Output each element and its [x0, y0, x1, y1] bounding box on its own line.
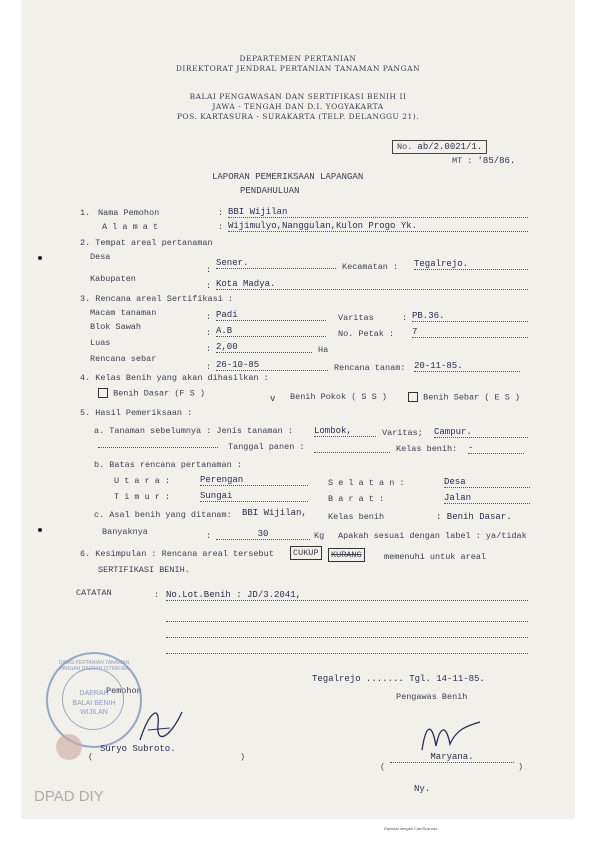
- s2-kecamatan-value: Tegalrejo.: [414, 259, 528, 270]
- s5-panen-label: Tanggal panen :: [228, 442, 305, 452]
- header-directorate: DIREKTORAT JENDRAL PERTANIAN TANAMAN PANGAN: [175, 64, 421, 73]
- catatan-line-2: [166, 620, 528, 622]
- benih-dasar-label: Benih Dasar (F S ): [113, 388, 205, 399]
- s5-sesuai-label: Apakah sesuai dengan label : ya/tidak: [338, 531, 527, 541]
- punch-hole-top: [38, 256, 42, 260]
- s3-blok-label: Blok Sawah: [90, 322, 142, 332]
- report-title: LAPORAN PEMERIKSAAN LAPANGAN: [212, 172, 364, 182]
- s2-kabupaten-label: Kabupaten: [90, 274, 136, 284]
- footer-scanner: Dipindai dengan CamScanner: [384, 826, 438, 831]
- s5-kelas-value: -: [468, 443, 524, 454]
- pengawas-label: Pengawas Benih: [396, 692, 468, 702]
- s5-a-varitas-value: Campur.: [434, 427, 528, 438]
- s3-macam-label: Macam tanaman: [90, 308, 157, 318]
- s3-petak-value: 7: [412, 327, 528, 338]
- s4-option-benih-sebar: [408, 392, 520, 402]
- s5-c-kelas-label: Kelas benih: [328, 512, 385, 522]
- watermark: DPAD DIY: [34, 788, 104, 805]
- s5-b-heading: b. Batas rencana pertanaman :: [94, 460, 242, 470]
- s4-checkmark: v: [270, 394, 276, 404]
- s1-nama-label: Nama Pemohon: [98, 208, 160, 218]
- catatan-value: No.Lot.Benih : JD/3.2041,: [166, 590, 528, 601]
- catatan-label: CATATAN: [76, 588, 112, 598]
- s5-banyak-unit: Kg: [314, 531, 325, 541]
- punch-hole-bottom: [38, 528, 42, 532]
- s3-tanam-value: 20-11-85.: [414, 361, 520, 372]
- header-balai: BALAI PENGAWASAN DAN SERTIFIKASI BENIH II: [189, 92, 407, 101]
- s5-a-label: a. Tanaman sebelumnya : Jenis tanaman :: [94, 426, 293, 436]
- s5-c-kelas-value: : Benih Dasar.: [436, 512, 512, 522]
- stamp-inner-ring: [62, 668, 124, 730]
- mt-label: MT :: [452, 156, 473, 166]
- seal-emblem: [56, 734, 82, 760]
- mt-line: [452, 156, 515, 166]
- s5-banyak-label: Banyaknya: [102, 527, 148, 537]
- s4-option-benih-dasar: [98, 388, 205, 398]
- pemohon-signature: [130, 700, 190, 746]
- header-address: POS. KARTASURA - SURAKARTA (TELP. DELANGGU 21).: [176, 112, 420, 121]
- s3-luas-label: Luas: [90, 338, 111, 348]
- s6-kurang-box: KURANG: [328, 548, 365, 562]
- s3-heading: 3. Rencana areal Sertifikasi :: [80, 294, 234, 304]
- s3-petak-label: No. Petak :: [338, 329, 395, 339]
- s6-cukup-box: CUKUP: [290, 546, 322, 560]
- pemohon-label: Pemohon: [106, 686, 142, 696]
- pemohon-name: Suryo Subroto.: [100, 744, 176, 754]
- s5-heading: 5. Hasil Pemeriksaan :: [80, 408, 193, 418]
- s5-panen-blank: [314, 451, 390, 453]
- s2-heading: 2. Tempat areal pertanaman: [80, 238, 213, 248]
- s5-a-jenis-value: Lombok,: [314, 426, 376, 437]
- s6-tail2: SERTIFIKASI BENIH.: [98, 565, 190, 575]
- s5-utara-value: Perengan: [200, 475, 308, 486]
- s5-banyak-value: 30: [216, 529, 310, 540]
- pengawas-name: Maryana.: [390, 752, 514, 763]
- catatan-line-3: [166, 636, 528, 638]
- s1-alamat-label: A l a m a t: [102, 222, 159, 232]
- reference-no-label: No.: [397, 142, 413, 152]
- s5-selatan-value: Desa: [444, 477, 530, 488]
- s3-luas-unit: Ha: [318, 345, 329, 355]
- s3-varitas-label: Varitas: [338, 313, 374, 323]
- s4-heading: 4. Kelas Benih yang akan dihasilkan :: [80, 373, 269, 383]
- s5-selatan-label: S e l a t a n :: [328, 478, 405, 488]
- s2-desa-label: Desa: [90, 252, 111, 262]
- s1-alamat-value: Wijimulyo,Nanggulan,Kulon Progo Yk.: [228, 221, 528, 232]
- s5-timur-label: T i m u r :: [114, 492, 171, 502]
- s1-number: 1.: [80, 208, 91, 218]
- s5-c-value: BBI Wijilan,: [242, 508, 307, 518]
- official-stamp: [46, 652, 142, 748]
- stamp-center-3: WIJILAN: [80, 709, 108, 716]
- s6-heading: 6. Kesimpulan : Rencana areal tersebut: [80, 549, 274, 559]
- s5-a-blank-line: [98, 446, 218, 448]
- s4-option-benih-pokok: Benih Pokok ( S S ): [290, 392, 387, 402]
- benih-sebar-checkbox[interactable]: [408, 392, 418, 402]
- s3-luas-value: 2,00: [216, 342, 312, 353]
- s5-kelas-label: Kelas benih:: [396, 444, 458, 454]
- mt-value: '85/86.: [477, 156, 516, 166]
- stamp-center-2: BALAI BENIH: [72, 700, 116, 707]
- s2-desa-value: Sener.: [216, 258, 336, 269]
- benih-dasar-checkbox[interactable]: [98, 388, 108, 398]
- header-region: JAWA - TENGAH DAN D.I. YOGYAKARTA: [212, 102, 384, 111]
- s5-timur-value: Sungai: [200, 491, 308, 502]
- stamp-ring-text: DINAS PERTANIAN TANAMAN PANGAN DAERAH ISTIMEWA: [58, 660, 130, 672]
- s5-barat-label: B a r a t :: [328, 494, 385, 504]
- s1-nama-value: BBI Wijilan: [228, 207, 528, 218]
- pengawas-signature: [416, 716, 486, 756]
- pengawas-title: Ny.: [414, 784, 431, 794]
- s3-sebar-label: Rencana sebar: [90, 354, 157, 364]
- s3-tanam-label: Rencana tanam:: [334, 363, 406, 373]
- s5-a-varitas-label: Varitas;: [382, 428, 423, 438]
- s2-kecamatan-label: Kecamatan :: [342, 262, 399, 272]
- s3-macam-value: Padi: [216, 310, 326, 321]
- report-subtitle: PENDAHULUAN: [240, 186, 300, 196]
- s3-blok-value: A.B: [216, 326, 326, 337]
- stamp-center-1: DAERAH: [79, 690, 109, 697]
- reference-number-box: [392, 140, 487, 154]
- benih-sebar-label: Benih Sebar ( E S ): [423, 392, 521, 403]
- header-department: DEPARTEMEN PERTANIAN: [239, 54, 357, 63]
- document-page: DEPARTEMEN PERTANIAN DIREKTORAT JENDRAL PERTANIAN TANAMAN PANGAN BALAI PENGAWASAN DAN SERTIFIKASI BENIH II JAWA - TENGAH DAN D.I. YOGYAKARTA POS. KARTASURA - SURAKARTA (TELP. DELANGGU 21). No. ab/2.0021/1. MT : '85/86. LAPORAN PEMERIKSAAN LAPANGAN PENDAHULUAN 1. Nama Pemohon : BBI Wijilan A l a m a t : Wijimulyo,Nanggulan,Kulon Progo Yk. 2. Tempat areal pertanaman Desa : Sener. Kecamatan : Tegalrejo. Kabupaten : Kota Madya. 3. Rencana areal Sertifikasi : Macam tanaman : Padi Varitas : PB.36. Blok Sawah : A.B No. Petak : 7 Luas : 2,00 Ha Rencana sebar : 26-10-85 Rencana tanam: 20-11-85. 4. Kelas Benih yang akan dihasilkan : Benih Dasar (F S ) v Benih Pokok ( S S ) Benih Sebar ( E S ) 5. Hasil Pemeriksaan : a. Tanaman sebelumnya : Jenis tanaman : Lombok, Varitas; Campur. Tanggal panen : Kelas benih: - b. Batas rencana pertanaman : U t a r a : Perengan S e l a t a n : Desa T i m u r : Sungai B a r a t : Jalan c. Asal benih yang ditanam: BBI Wijilan, Kelas benih : Benih Dasar. Banyaknya : 30 Kg Apakah sesuai dengan label : ya/tidak 6. Kesimpulan : Rencana areal tersebut CUKUP KURANG memenuhi untuk areal SERTIFIKASI BENIH. CATATAN : No.Lot.Benih : JD/3.2041, Tegalrejo ....... Tgl. 14-11-85. Pemohon Pengawas Benih DINAS PERTANIAN TANAMAN PANGAN DAERAH ISTIMEWA DAERAH BALAI BENIH WIJILAN ( Suryo Subroto. ) ( Maryana. ) Ny.: [22, 0, 574, 818]
- s5-c-label: c. Asal benih yang ditanam:: [94, 510, 232, 520]
- s5-utara-label: U t a r a :: [114, 476, 171, 486]
- catatan-line-4: [166, 652, 528, 654]
- s5-barat-value: Jalan: [444, 493, 530, 504]
- s6-tail: memenuhi untuk areal: [384, 552, 487, 562]
- s2-kabupaten-value: Kota Madya.: [216, 279, 528, 290]
- s3-varitas-value: PB.36.: [412, 311, 528, 322]
- s3-sebar-value: 26-10-85: [216, 360, 328, 371]
- place-date: Tegalrejo ....... Tgl. 14-11-85.: [312, 674, 485, 684]
- reference-no-value: ab/2.0021/1.: [417, 142, 483, 152]
